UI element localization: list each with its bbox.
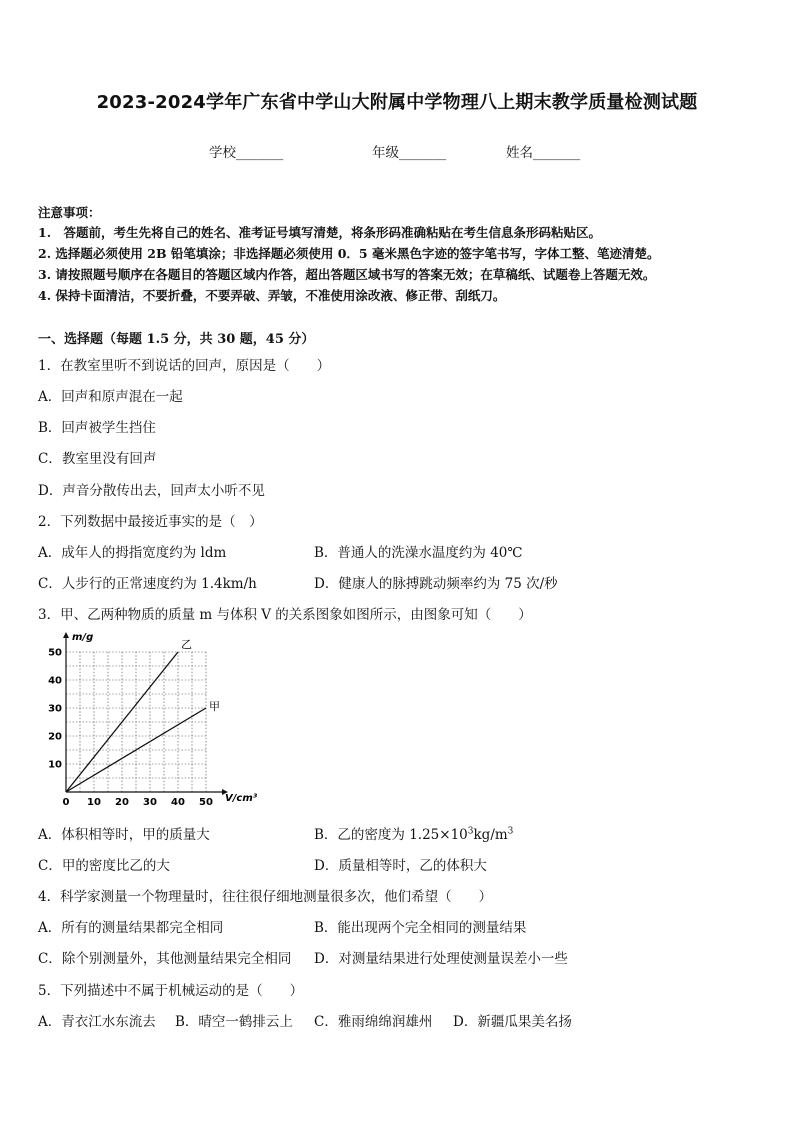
y-tick-label: 10 — [48, 759, 62, 771]
notice-item-2: 2. 选择题必须使用 2B 铅笔填涂；非选择题必须使用 0．5 毫米黑色字迹的签字笔书写，字体工整、笔迹清楚。 — [38, 246, 660, 261]
school-field: 学校_______ — [209, 145, 284, 161]
y-tick-label: 20 — [48, 731, 62, 743]
grade-field: 年级_______ — [372, 145, 447, 161]
q3-option-c: C．甲的密度比乙的大 — [38, 858, 170, 874]
y-tick-label: 40 — [48, 675, 62, 687]
q5-option-b: B．晴空一鹤排云上 — [175, 1014, 293, 1030]
q5-option-c: C．雅雨绵绵润雄州 — [314, 1014, 433, 1030]
q5-option-a: A．青衣江水东流去 — [38, 1014, 156, 1030]
q2-option-c: C．人步行的正常速度约为 1.4km/h — [38, 576, 257, 592]
x-axis-label: V/cm³ — [225, 793, 258, 804]
mass-volume-chart — [32, 628, 262, 808]
notice-item-3: 3. 请按照题号顺序在各题目的答题区域内作答，超出答题区域书写的答案无效；在草稿纸、试题卷上答题无效。 — [38, 267, 656, 282]
q3-option-b-main: B．乙的密度为 1.25×10 — [314, 827, 468, 843]
q3-option-d: D．质量相等时，乙的体积大 — [314, 858, 487, 874]
y-axis-label: m/g — [72, 632, 94, 643]
x-tick-label: 10 — [87, 797, 101, 808]
q4-option-b: B．能出现两个完全相同的测量结果 — [314, 920, 527, 936]
y-tick-label: 50 — [48, 647, 62, 659]
series-label: 甲 — [209, 700, 220, 713]
x-tick-label: 50 — [199, 797, 213, 808]
x-tick-label: 40 — [171, 797, 185, 808]
name-field: 姓名_______ — [506, 145, 581, 161]
chart-grid — [66, 652, 206, 792]
q4-option-a: A．所有的测量结果都完全相同 — [38, 920, 224, 936]
q3-option-b-exponent: 3 — [467, 826, 474, 837]
q4-stem: 4．科学家测量一个物理量时，往往很仔细地测量很多次，他们希望（ ） — [38, 889, 493, 905]
q2-option-a: A．成年人的拇指宽度约为 ldm — [38, 545, 227, 561]
q3-option-b-unit: kg/m — [473, 827, 508, 843]
q3-option-b-unit-exponent: 3 — [507, 826, 514, 837]
q1-stem: 1．在教室里听不到说话的回声，原因是（ ） — [38, 358, 331, 374]
q5-option-d: D．新疆瓜果美名扬 — [453, 1014, 572, 1030]
section-heading: 一、选择题（每题 1.5 分，共 30 题，45 分） — [38, 332, 315, 347]
x-tick-label: 0 — [62, 797, 70, 808]
q4-option-d: D．对测量结果进行处理使测量误差小一些 — [314, 951, 568, 967]
q3-stem: 3．甲、乙两种物质的质量 m 与体积 V 的关系图象如图所示，由图象可知（ ） — [38, 607, 532, 623]
x-tick-label: 20 — [115, 797, 129, 808]
series-label: 乙 — [181, 638, 192, 651]
q2-option-d: D．健康人的脉搏跳动频率约为 75 次/秒 — [314, 576, 558, 592]
y-tick-label: 30 — [48, 703, 62, 715]
q3-option-b — [314, 823, 513, 843]
page-title: 2023-2024学年广东省中学山大附属中学物理八上期末教学质量检测试题 — [96, 92, 698, 113]
notice-item-4: 4. 保持卡面清洁，不要折叠，不要弄破、弄皱，不准使用涂改液、修正带、刮纸刀。 — [38, 288, 506, 303]
chart-axes — [63, 632, 228, 795]
q4-option-c: C．除个别测量外，其他测量结果完全相同 — [38, 951, 292, 967]
q2-option-b: B．普通人的洗澡水温度约为 40℃ — [314, 545, 523, 561]
y-axis-arrow — [63, 632, 69, 638]
notice-heading: 注意事项： — [38, 205, 101, 220]
q3-option-a: A．体积相等时，甲的质量大 — [38, 827, 210, 843]
q5-stem: 5．下列描述中不属于机械运动的是（ ） — [38, 983, 304, 999]
q2-stem: 2．下列数据中最接近事实的是（ ） — [38, 514, 263, 530]
q1-option-b: B．回声被学生挡住 — [38, 420, 156, 436]
chart-series — [66, 638, 220, 792]
notice-item-1: 1. 答题前，考生先将自己的姓名、准考证号填写清楚，将条形码准确粘贴在考生信息条形码粘贴区。 — [38, 225, 602, 240]
q1-option-a: A．回声和原声混在一起 — [38, 389, 183, 405]
q1-option-c: C．教室里没有回声 — [38, 451, 157, 467]
q1-option-d: D．声音分散传出去，回声太小听不见 — [38, 483, 265, 499]
x-tick-label: 30 — [143, 797, 157, 808]
